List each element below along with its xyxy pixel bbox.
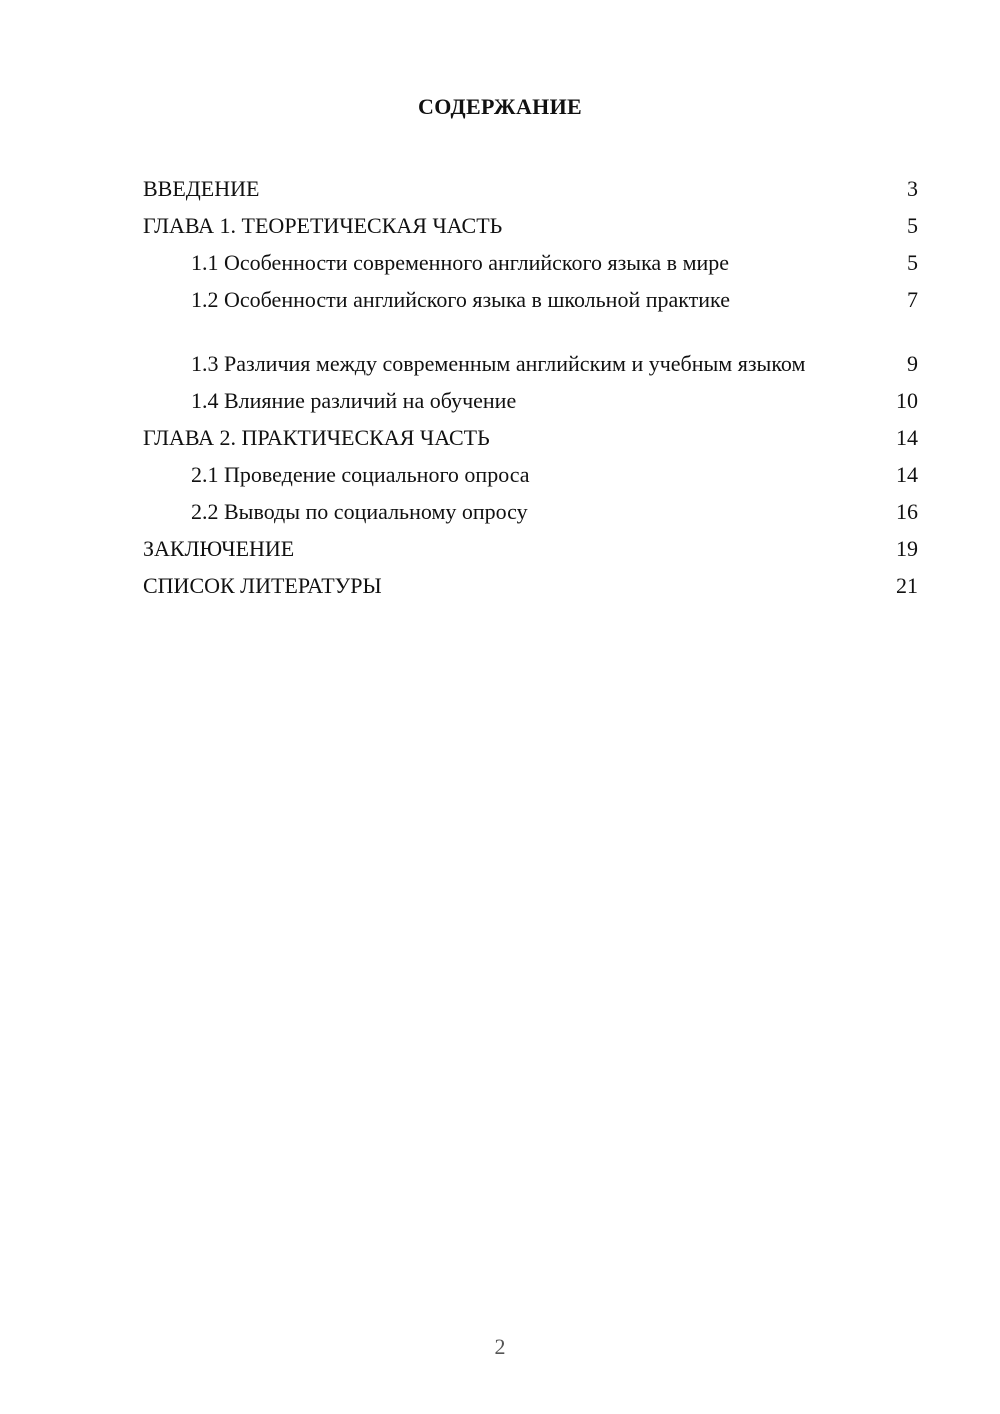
toc-entry-text: 1.1 Особенности современного английского языка в мире bbox=[191, 250, 730, 275]
toc-entry-text: ГЛАВА 1. ТЕОРЕТИЧЕСКАЯ ЧАСТЬ bbox=[143, 213, 503, 238]
page-number: 2 bbox=[494, 1334, 506, 1359]
toc-entry-page: 14 bbox=[896, 425, 918, 450]
toc-entry-section-2-2[interactable] bbox=[143, 493, 918, 530]
toc-title: СОДЕРЖАНИЕ bbox=[418, 94, 582, 119]
toc-entry-page: 5 bbox=[907, 250, 918, 275]
toc-entry-section-1-1[interactable] bbox=[143, 244, 918, 281]
toc-entry-text: 1.3 Различия между современным английским и учебным языком bbox=[191, 351, 806, 376]
toc-entry-text: 1.2 Особенности английского языка в школьной практике bbox=[191, 287, 730, 312]
toc-entry-text: 2.1 Проведение социального опроса bbox=[191, 462, 530, 487]
toc-entry-section-2-1[interactable] bbox=[143, 456, 918, 493]
toc-entry-page: 7 bbox=[907, 287, 918, 312]
toc-entry-page: 3 bbox=[907, 176, 918, 201]
toc-entry-page: 9 bbox=[907, 351, 918, 376]
toc-entry-page: 21 bbox=[896, 573, 918, 598]
toc-entry-section-1-2[interactable] bbox=[143, 281, 918, 318]
toc-entry-page: 10 bbox=[896, 388, 918, 413]
toc-entry-chapter-2[interactable] bbox=[143, 419, 918, 456]
toc-entry-text: ВВЕДЕНИЕ bbox=[143, 176, 260, 201]
toc-entry-page: 14 bbox=[896, 462, 918, 487]
toc-entry-page: 16 bbox=[896, 499, 918, 524]
toc-entry-chapter-1[interactable] bbox=[143, 207, 918, 244]
toc-entry-text: 2.2 Выводы по социальному опросу bbox=[191, 499, 528, 524]
toc-entry-conclusion[interactable] bbox=[143, 530, 918, 567]
toc-entry-text: ЗАКЛЮЧЕНИЕ bbox=[143, 536, 295, 561]
toc-entry-text: ГЛАВА 2. ПРАКТИЧЕСКАЯ ЧАСТЬ bbox=[143, 425, 490, 450]
toc-entry-references[interactable] bbox=[143, 567, 918, 604]
toc-entry-text: СПИСОК ЛИТЕРАТУРЫ bbox=[143, 573, 382, 598]
table-of-contents bbox=[143, 170, 918, 604]
toc-entry-section-1-4[interactable] bbox=[143, 382, 918, 419]
toc-entry-section-1-3[interactable] bbox=[143, 318, 918, 382]
toc-entry-page: 5 bbox=[907, 213, 918, 238]
toc-entry-page: 19 bbox=[896, 536, 918, 561]
toc-entry-introduction[interactable] bbox=[143, 170, 918, 207]
toc-entry-text: 1.4 Влияние различий на обучение bbox=[191, 388, 517, 413]
